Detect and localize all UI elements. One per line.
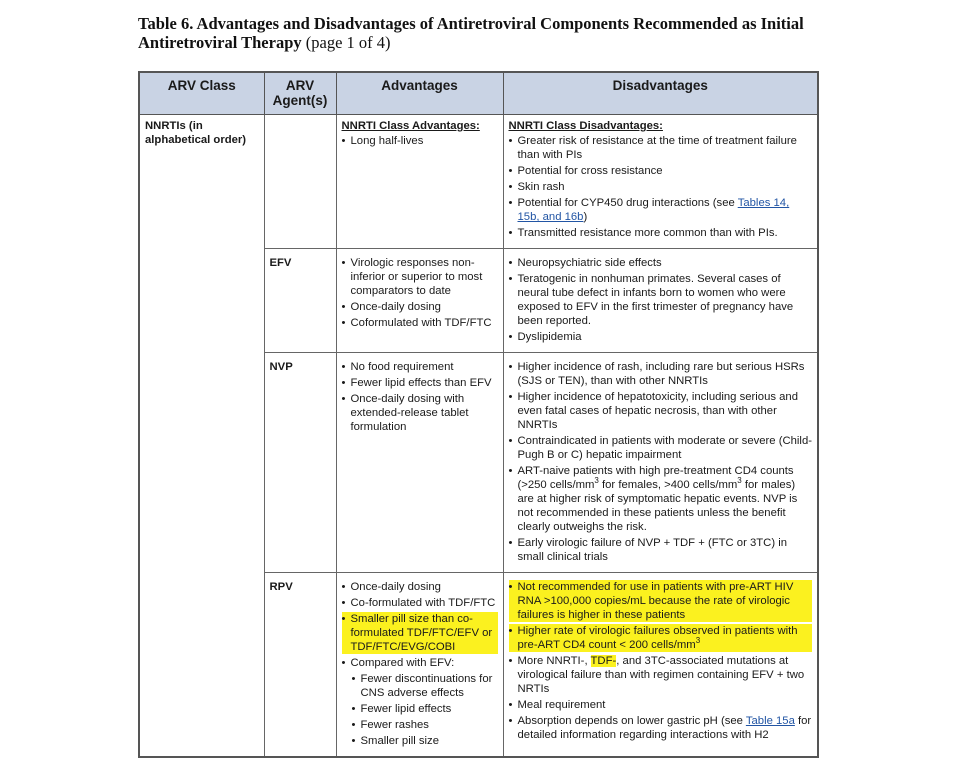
text: , and 3TC-associated mutations at virological failure than with regimen containing EFV + two NRTIs <box>517 655 805 695</box>
list-item: • Contraindicated in patients with moderate or severe (Child-Pugh B or C) hepatic impairment <box>509 434 813 462</box>
list-item: • Higher incidence of rash, including rare but serious HSRs (SJS or TEN), than with other NNRTIs <box>509 360 813 388</box>
adv-list <box>342 360 498 434</box>
list-item <box>509 464 813 534</box>
list-item: • Teratogenic in nonhuman primates. Several cases of neural tube defect in infants born to women who were exposed to EFV in the first trimester of pregnancy have been reported. <box>509 272 813 328</box>
list-item <box>509 714 813 742</box>
agent-cell-empty <box>264 115 336 249</box>
advantages-cell <box>336 353 503 573</box>
superscript: 3 <box>737 476 742 486</box>
table-row <box>139 115 818 249</box>
list-item: • Meal requirement <box>509 698 813 712</box>
text: Higher rate of virologic failures observed in patients with pre-ART CD4 count < 200 cells/mm <box>517 625 798 651</box>
disadvantages-cell <box>503 115 818 249</box>
list-item: • Co-formulated with TDF/FTC <box>342 596 498 610</box>
text: Absorption depends on lower gastric pH (see <box>517 715 746 727</box>
table-15a-link[interactable]: Table 15a <box>745 715 795 727</box>
sub-list-item: • Fewer rashes <box>342 718 498 732</box>
advantages-cell <box>336 115 503 249</box>
highlighted-text: TDF- <box>590 655 617 667</box>
disadvantages-cell <box>503 353 818 573</box>
list-item: • Compared with EFV: <box>342 656 498 670</box>
list-item: • Greater risk of resistance at the time of treatment failure than with PIs <box>509 134 813 162</box>
list-item: • Transmitted resistance more common than with PIs. <box>509 226 813 240</box>
disadvantages-cell <box>503 573 818 758</box>
list-item <box>509 654 813 696</box>
sub-list-item: • Smaller pill size <box>342 734 498 748</box>
table-container <box>138 71 817 747</box>
disadvantages-cell <box>503 249 818 353</box>
superscript: 3 <box>695 636 701 646</box>
table-title-bold: Table 6. Advantages and Disadvantages of Antiretroviral Components Recommended as Initial Antiretroviral Therapy <box>138 14 804 52</box>
list-item: • No food requirement <box>342 360 498 374</box>
dis-list <box>509 360 813 564</box>
text: ART-naive patients with high pre-treatment CD4 counts (>250 cells/mm <box>517 465 794 491</box>
list-item: • Once-daily dosing <box>342 300 498 314</box>
text: for males) are at higher risk of symptomatic hepatic events. NVP is not recommended in these patients unless the benefit clearly outweighs the risk. <box>517 479 798 533</box>
list-item: • Higher incidence of hepatotoxicity, including serious and even fatal cases of hepatic necrosis, than with other NNRTIs <box>509 390 813 432</box>
header-arv-class: ARV Class <box>139 72 264 115</box>
agent-cell: NVP <box>264 353 336 573</box>
list-item: • Neuropsychiatric side effects <box>509 256 813 270</box>
table-title-page: (page 1 of 4) <box>305 33 391 52</box>
agent-cell: RPV <box>264 573 336 758</box>
class-cell: NNRTIs (in alphabetical order) <box>139 115 264 758</box>
sub-list-item: • Fewer lipid effects <box>342 702 498 716</box>
list-item: • Skin rash <box>509 180 813 194</box>
text: More NNRTI-, <box>517 655 591 667</box>
list-item: • Dyslipidemia <box>509 330 813 344</box>
header-advantages: Advantages <box>336 72 503 115</box>
list-item: • Once-daily dosing <box>342 580 498 594</box>
list-item: • Fewer lipid effects than EFV <box>342 376 498 390</box>
dis-list <box>509 256 813 344</box>
header-disadvantages: Disadvantages <box>503 72 818 115</box>
list-item: • Once-daily dosing with extended-release tablet formulation <box>342 392 498 434</box>
adv-heading: NNRTI Class Advantages: <box>341 120 480 132</box>
list-item: • Virologic responses non-inferior or superior to most comparators to date <box>342 256 498 298</box>
list-item-highlighted: • Smaller pill size than co-formulated TDF/FTC/EFV or TDF/FTC/EVG/COBI <box>342 612 498 654</box>
adv-list <box>342 256 498 330</box>
list-item: • Coformulated with TDF/FTC <box>342 316 498 330</box>
adv-list <box>342 580 498 748</box>
text: for detailed information regarding interactions with H2 <box>517 715 812 741</box>
advantages-cell <box>336 573 503 758</box>
arv-table <box>138 71 819 758</box>
list-item <box>509 196 813 224</box>
header-arv-agents: ARV Agent(s) <box>264 72 336 115</box>
list-item: • Early virologic failure of NVP + TDF + (FTC or 3TC) in small clinical trials <box>509 536 813 564</box>
sub-list-item: • Fewer discontinuations for CNS adverse effects <box>342 672 498 700</box>
text: ) <box>583 211 588 223</box>
adv-list <box>342 134 498 148</box>
list-item-highlighted <box>509 624 813 652</box>
dis-heading: NNRTI Class Disadvantages: <box>508 120 663 132</box>
text: for females, >400 cells/mm <box>598 479 738 491</box>
text: Potential for CYP450 drug interactions (see <box>517 197 738 209</box>
advantages-cell <box>336 249 503 353</box>
dis-list <box>509 580 813 742</box>
header-row <box>139 72 818 115</box>
list-item-highlighted: • Not recommended for use in patients with pre-ART HIV RNA >100,000 copies/mL because the rate of virologic failures is higher in these patients <box>509 580 813 622</box>
dis-list <box>509 134 813 240</box>
list-item: • Potential for cross resistance <box>509 164 813 178</box>
superscript: 3 <box>594 476 599 486</box>
tables-link[interactable]: Tables 14, 15b, and 16b <box>517 197 790 223</box>
table-title <box>138 14 838 52</box>
list-item: • Long half-lives <box>342 134 498 148</box>
agent-cell: EFV <box>264 249 336 353</box>
